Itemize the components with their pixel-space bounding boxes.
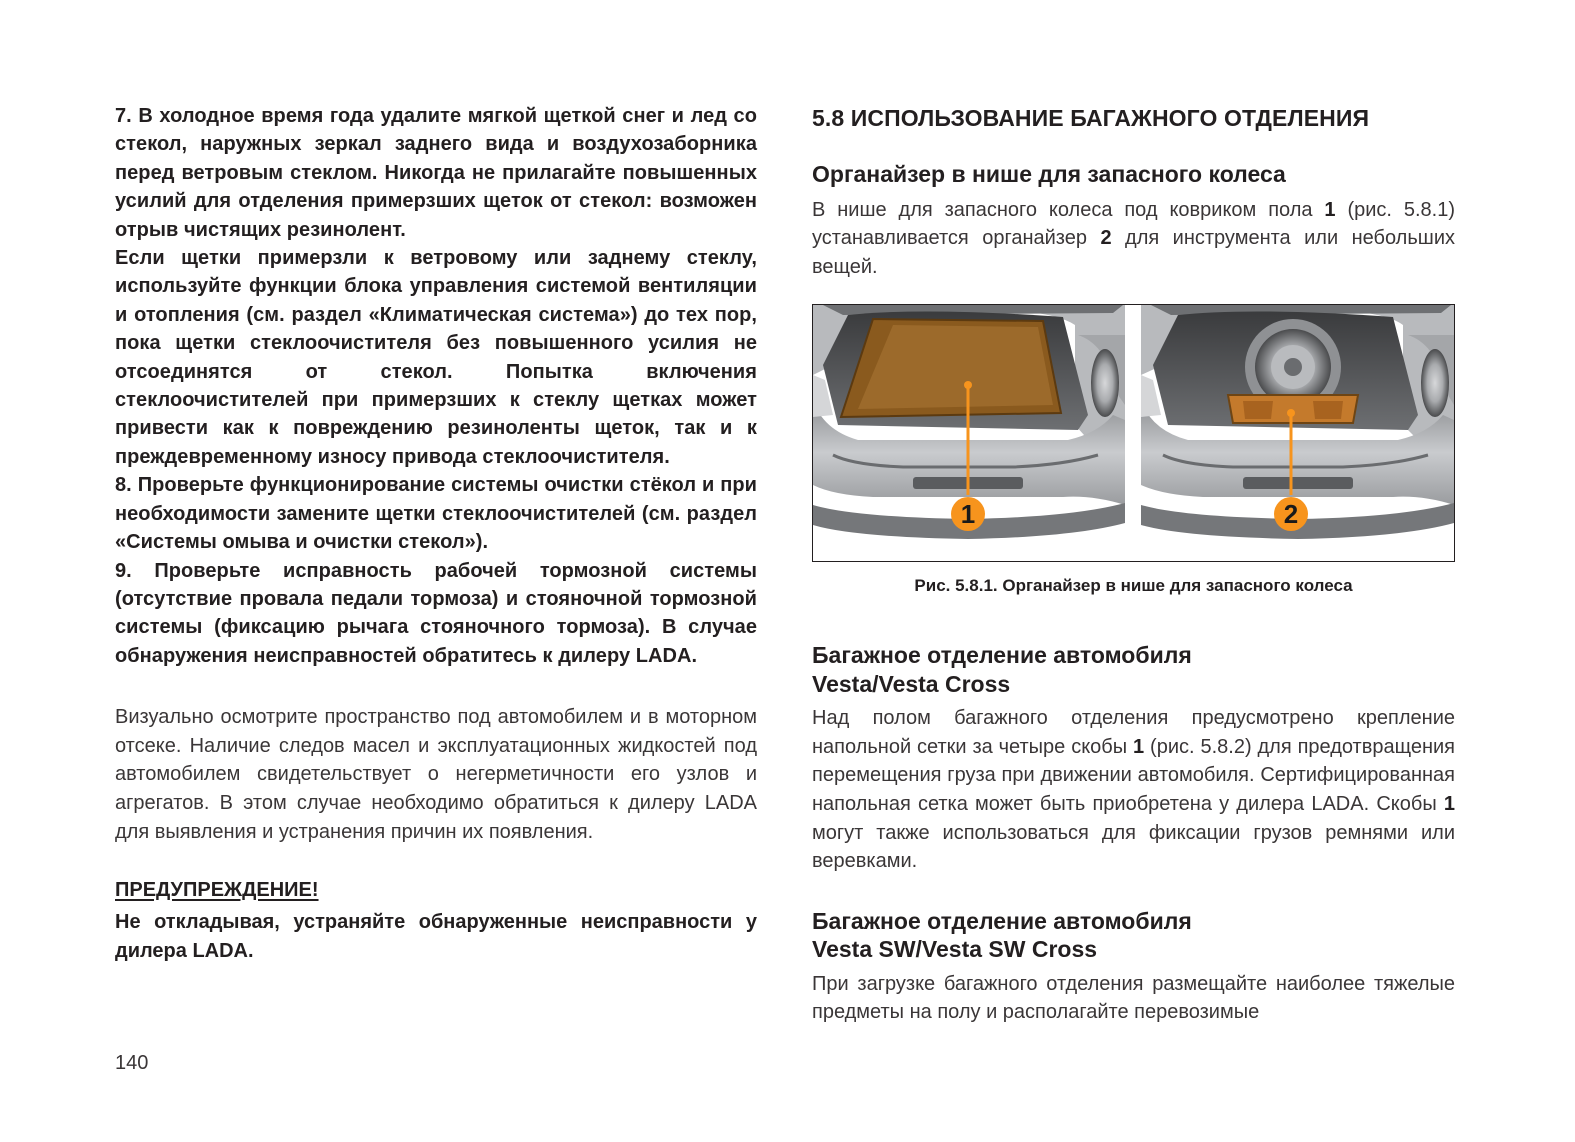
right-column <box>812 100 1455 1027</box>
page-number: 140 <box>115 1052 149 1074</box>
vesta-sw-paragraph: При загрузке багажного отделения размещайте наиболее тяжелые предметы на полу и располагайте перевозимые <box>812 972 1455 1024</box>
step-7-continued: Если щетки примерзли к ветровому или заднему стеклу, используйте функции блока управления системой вентиляции и отопления (см. раздел «Климатическая система») до тех пор, пока щетки стеклоочистителя без повышенного усилия не отсоединятся от стекол. Попытка включения стеклоочистителей при примерзших к стеклу щетках может привести как к повреждению резиноленты щеток, так и к преждевременному износу привода стеклоочистителя. <box>115 247 757 468</box>
callout-1: 1 <box>960 499 976 530</box>
step-8: 8. Проверьте функционирование системы очистки стёкол и при необходимости замените щетки стеклоочистителей (см. раздел «Системы омыва и очистки стекол»). <box>115 474 757 554</box>
inspection-paragraph: Визуально осмотрите пространство под автомобилем и в моторном отсеке. Наличие следов масел и эксплуатационных жидкостей под автомобилем свидетельствует о негерметичности его узлов и агрегатов. В этом случае необходимо обратиться к дилеру LADA для выявления и устранения причин их появления. <box>115 706 757 843</box>
trunk-illustration <box>813 305 1454 561</box>
vesta-sw-heading: Багажное отделение автомобиля Vesta SW/Vesta SW Cross <box>812 907 1192 963</box>
warning-title: ПРЕДУПРЕЖДЕНИЕ! <box>115 879 319 902</box>
step-9: 9. Проверьте исправность рабочей тормозной системы (отсутствие провала педали тормоза) и стояночной тормозной системы (фиксацию рычага стояночного тормоза). В случае обнаружения неисправностей обратитесь к дилеру LADA. <box>115 559 757 667</box>
vesta-heading: Багажное отделение автомобиля Vesta/Vesta Cross <box>812 642 1192 697</box>
figure-5-8-1 <box>812 304 1455 562</box>
left-column <box>115 100 757 965</box>
step-7: 7. В холодное время года удалите мягкой щеткой снег и лед со стекол, наружных зеркал заднего вида и воздухозаборника перед ветровым стеклом. Никогда не прилагайте повышенных усилий для отделения примерзших щеток от стекол: возможен отрыв чистящих резинолент. <box>115 105 757 241</box>
organizer-heading: Органайзер в нише для запасного колеса <box>812 161 1286 187</box>
callout-2: 2 <box>1283 499 1299 530</box>
section-title: 5.8 ИСПОЛЬЗОВАНИЕ БАГАЖНОГО ОТДЕЛЕНИЯ <box>812 105 1370 131</box>
warning-text: Не откладывая, устраняйте обнаруженные неисправности у дилера LADA. <box>115 911 757 962</box>
car-right <box>1141 305 1454 539</box>
vesta-paragraph: Над полом багажного отделения предусмотрено крепление напольной сетки за четыре скобы 1 (рис. 5.8.2) для предотвращения перемещения груза при движении автомобиля. Сертифицированная напольная сетка может быть приобретена у дилера LADA. Скобы 1 могут также использоваться для фиксации грузов ремнями или веревками. <box>812 707 1455 873</box>
organizer-paragraph: В нише для запасного колеса под ковриком пола 1 (рис. 5.8.1) устанавливается органайзер 2 для инструмента или небольших вещей. <box>812 198 1455 278</box>
ref-1: 1 <box>1324 198 1336 221</box>
figure-caption: Рис. 5.8.1. Органайзер в нише для запасного колеса <box>914 576 1353 596</box>
ref-2: 2 <box>1100 227 1112 250</box>
car-left <box>813 305 1125 539</box>
maintenance-steps <box>115 102 757 670</box>
